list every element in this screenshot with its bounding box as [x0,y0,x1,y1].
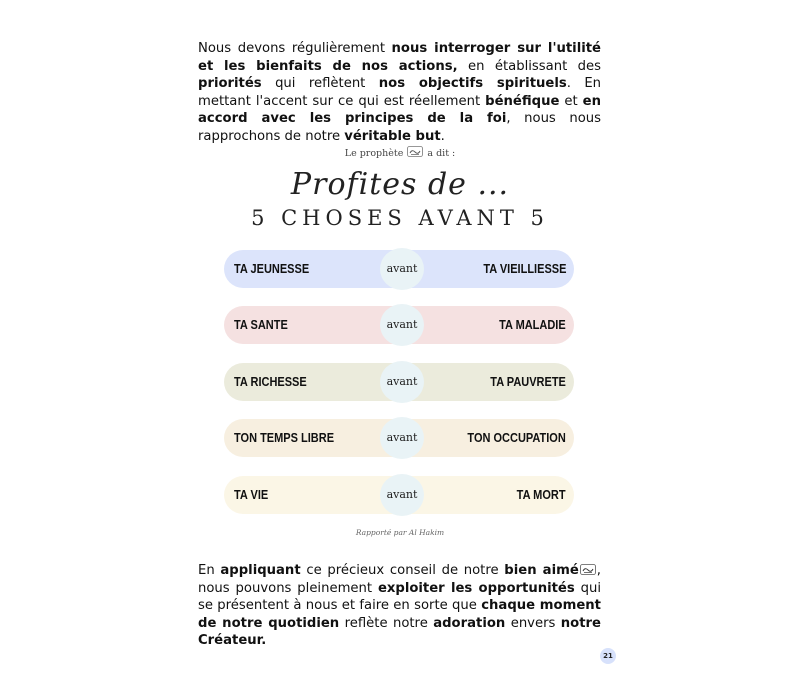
row-right-label: TA MORT [517,488,566,502]
hadith-introduction: Le prophète a dit : [344,148,456,159]
row-left-label: TA SANTE [234,318,288,332]
row-left-label: TON TEMPS LIBRE [234,431,335,445]
row-left-label: TA VIE [234,488,269,502]
comparison-row [224,419,574,457]
salawat-seal-icon [407,146,423,157]
row-right-label: TON OCCUPATION [467,431,566,445]
hadith-title: Profites de ... [290,167,510,202]
row-right-label: TA PAUVRETE [490,375,566,389]
row-left-label: TA JEUNESSE [234,262,310,276]
avant-bubble: avant [380,248,424,290]
hadith-source: Rapporté par Al Hakim [355,528,445,537]
comparison-row [224,306,574,344]
intro-paragraph: Nous devons régulièrement nous interroger sur l'utilité et les bienfaits de nos actions, en établissant des priorités qui reflètent nos objectifs spirituels. En mettant l'accent sur ce qui est réellement bénéfique et en accord avec les principes de la foi, nous nous rapprochons de notre véritable but. [198,41,602,144]
avant-bubble: avant [380,361,424,403]
row-right-label: TA MALADIE [499,318,566,332]
row-right-label: TA VIEILLIESSE [482,262,566,276]
avant-bubble: avant [380,417,424,459]
page-number: 21 [600,648,616,664]
comparison-row [224,363,574,401]
comparison-row [224,476,574,514]
salawat-seal-icon [580,564,596,575]
outro-paragraph: En appliquant ce précieux conseil de notre bien aimé , nous pouvons pleinement exploiter les opportunités qui se présentent à nous et faire en sorte que chaque moment de notre quotidien reflète notre adoration envers notre Créateur. [198,563,601,649]
hadith-subtitle: 5 CHOSES AVANT 5 [251,206,549,230]
comparison-row [224,250,574,288]
row-left-label: TA RICHESSE [234,375,307,389]
avant-bubble: avant [380,474,424,516]
avant-bubble: avant [380,304,424,346]
